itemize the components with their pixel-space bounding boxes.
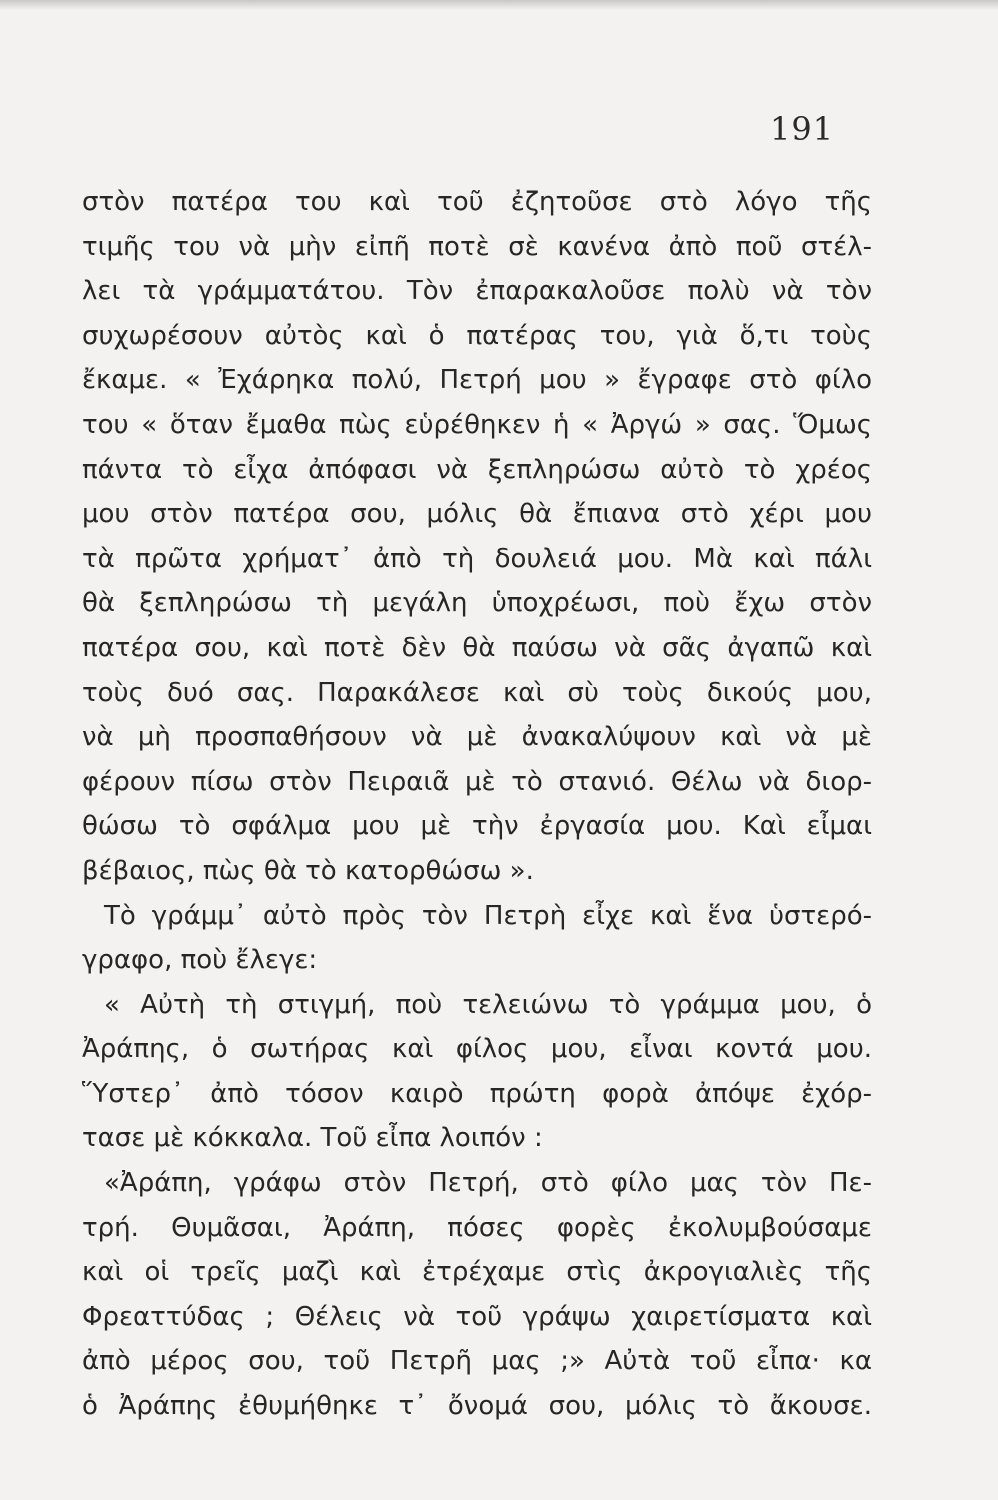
text-line: συχωρέσουν αὐτὸς καὶ ὁ πατέρας του, γιὰ ὅ,τι τοὺς	[82, 320, 872, 351]
text-line: καὶ οἱ τρεῖς μαζὶ καὶ ἐτρέχαμε στὶς ἀκρογιαλιὲς τῆς	[82, 1257, 872, 1288]
text-line: θὰ ξεπληρώσω τὴ μεγάλη ὑποχρέωσι, ποὺ ἔχω στὸν	[82, 588, 872, 619]
text-line: του « ὅταν ἔμαθα πὼς εὑρέθηκεν ἡ « Ἀργώ » σας. Ὅμως	[82, 409, 872, 440]
text-line: τασε μὲ κόκκαλα. Τοῦ εἶπα λοιπόν :	[82, 1123, 543, 1154]
body-text	[82, 180, 872, 1429]
text-line: « Αὐτὴ τὴ στιγμή, ποὺ τελειώνω τὸ γράμμα μου, ὁ	[104, 989, 872, 1020]
text-line: νὰ μὴ προσπαθήσουν νὰ μὲ ἀνακαλύψουν καὶ νὰ μὲ	[82, 722, 872, 753]
text-line: πάντα τὸ εἶχα ἀπόφασι νὰ ξεπληρώσω αὐτὸ τὸ χρέος	[82, 454, 872, 485]
page-top-edge	[0, 0, 998, 10]
text-line: Ἀράπης, ὁ σωτήρας καὶ φίλος μου, εἶναι κοντά μου.	[82, 1034, 872, 1065]
text-line: «Ἀράπη, γράφω στὸν Πετρή, στὸ φίλο μας τὸν Πε-	[104, 1168, 872, 1199]
page-number: 191	[770, 110, 835, 148]
text-line: φέρουν πίσω στὸν Πειραιᾶ μὲ τὸ στανιό. Θέλω νὰ διορ-	[82, 766, 872, 797]
text-line: βέβαιος, πὼς θὰ τὸ κατορθώσω ».	[82, 855, 534, 886]
text-line: πατέρα σου, καὶ ποτὲ δὲν θὰ παύσω νὰ σᾶς ἀγαπῶ καὶ	[82, 632, 872, 663]
text-line: τρή. Θυμᾶσαι, Ἀράπη, πόσες φορὲς ἐκολυμβούσαμε	[82, 1212, 872, 1243]
text-line: ἀπὸ μέρος σου, τοῦ Πετρῆ μας ;» Αὐτὰ τοῦ εἶπα· κα	[82, 1346, 872, 1377]
text-line: τοὺς δυό σας. Παρακάλεσε καὶ σὺ τοὺς δικούς μου,	[82, 677, 872, 708]
text-line: γραφο, ποὺ ἔλεγε:	[82, 945, 318, 976]
text-line: μου στὸν πατέρα σου, μόλις θὰ ἔπιανα στὸ χέρι μου	[82, 499, 872, 530]
text-line: τιμῆς του νὰ μὴν εἰπῆ ποτὲ σὲ κανένα ἀπὸ ποῦ στέλ-	[82, 231, 872, 262]
text-line: Ὕστερ᾽ ἀπὸ τόσον καιρὸ πρώτη φορὰ ἀπόψε ἐχόρ-	[82, 1078, 872, 1109]
text-line: λει τὰ γράμματάτου. Τὸν ἐπαρακαλοῦσε πολὺ νὰ τὸν	[82, 276, 872, 307]
text-line: Τὸ γράμμ᾽ αὐτὸ πρὸς τὸν Πετρὴ εἶχε καὶ ἕνα ὑστερό-	[104, 900, 872, 931]
text-line: θώσω τὸ σφάλμα μου μὲ τὴν ἐργασία μου. Καὶ εἶμαι	[82, 811, 872, 842]
text-line: Φρεαττύδας ; Θέλεις νὰ τοῦ γράψω χαιρετίσματα καὶ	[82, 1301, 872, 1332]
text-line: ἔκαμε. « Ἐχάρηκα πολύ, Πετρή μου » ἔγραφε στὸ φίλο	[82, 365, 872, 396]
text-line: ὁ Ἀράπης ἐθυμήθηκε τ᾽ ὄνομά σου, μόλις τὸ ἄκουσε.	[82, 1391, 872, 1422]
text-line: τὰ πρῶτα χρήματ᾽ ἀπὸ τὴ δουλειά μου. Μὰ καὶ πάλι	[82, 543, 872, 574]
text-line: στὸν πατέρα του καὶ τοῦ ἐζητοῦσε στὸ λόγο τῆς	[82, 187, 872, 217]
